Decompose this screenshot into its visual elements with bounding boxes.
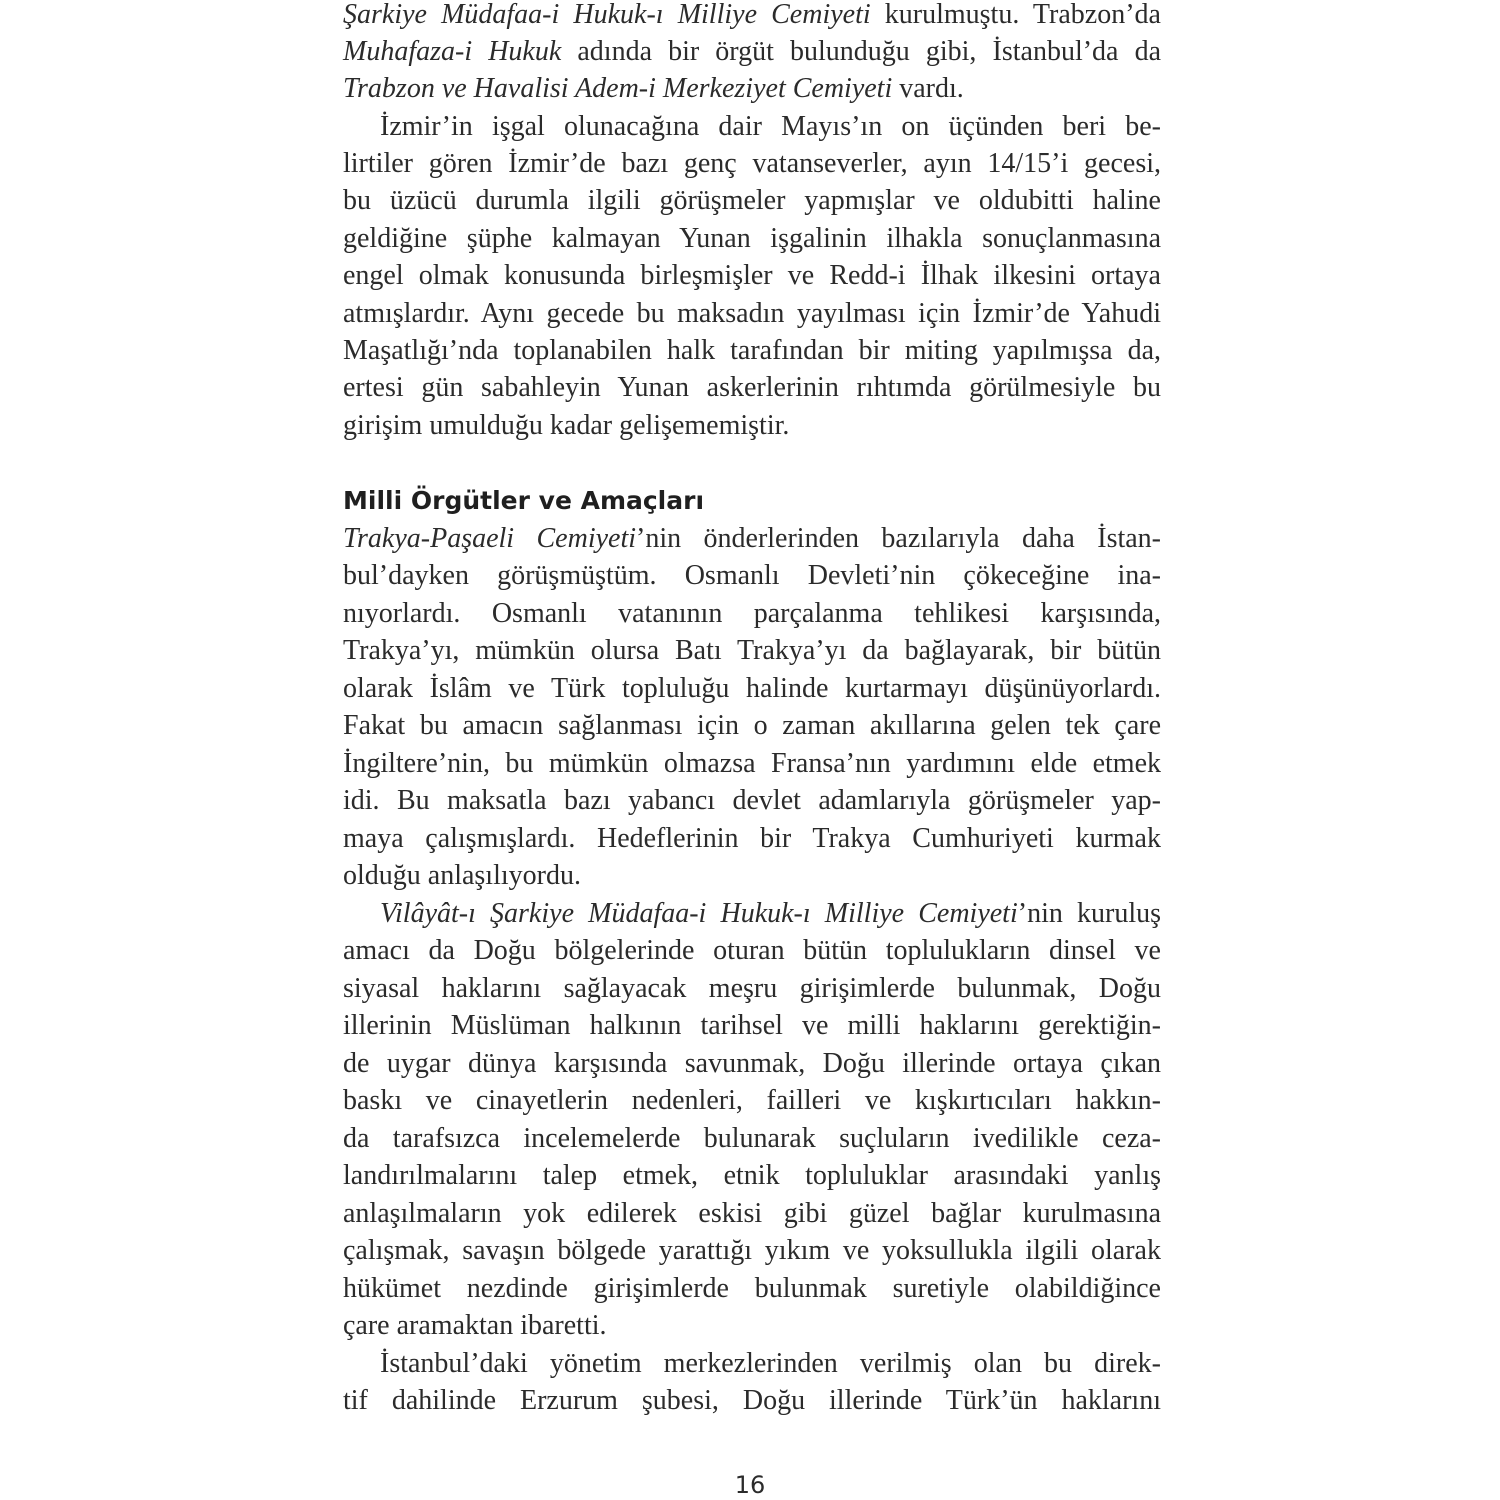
italic-text: Şarkiye Müdafaa-i Hukuk-ı Milliye Cemiyeti: [343, 0, 871, 30]
text-line: siyasal haklarını sağlayacak meşru girişimlerde bulunmak, Doğu: [343, 973, 1161, 1004]
text-line: idi. Bu maksatla bazı yabancı devlet adamlarıyla görüşmeler yap-: [343, 785, 1161, 816]
text-line: [380, 896, 1161, 932]
text-line: hükümet nezdinde girişimlerde bulunmak suretiyle olabildiğince: [343, 1273, 1161, 1304]
text: adında bir örgüt bulunduğu gibi, İstanbul’da da: [561, 36, 1161, 67]
text-line: da tarafsızca incelemelerde bulunarak suçluların ivedilikle ceza-: [343, 1123, 1161, 1154]
text: vardı.: [892, 73, 964, 104]
text-line: lirtiler gören İzmir’de bazı genç vatanseverler, ayın 14/15’i gecesi,: [343, 148, 1161, 179]
italic-text: Muhafaza-i Hukuk: [343, 36, 562, 67]
italic-text: Vilâyât-ı Şarkiye Müdafaa-i Hukuk-ı Milliye Cemiyeti: [380, 898, 1018, 929]
text: kurulmuştu. Trabzon’da: [870, 0, 1161, 30]
text-line: Maşatlığı’nda toplanabilen halk tarafından bir miting yapılmışsa da,: [343, 335, 1161, 366]
text-line: [343, 0, 1161, 33]
text-line: çalışmak, savaşın bölgede yarattığı yıkım ve yoksullukla ilgili olarak: [343, 1235, 1161, 1266]
text-line: landırılmalarını talep etmek, etnik topluluklar arasındaki yanlış: [343, 1160, 1161, 1191]
text-line: engel olmak konusunda birleşmişler ve Redd-i İlhak ilkesini ortaya: [343, 260, 1161, 291]
text-line: ertesi gün sabahleyin Yunan askerlerinin rıhtımda görülmesiyle bu: [343, 372, 1161, 403]
text-line: atmışlardır. Aynı gecede bu maksadın yayılması için İzmir’de Yahudi: [343, 298, 1161, 329]
text-line: olarak İslâm ve Türk topluluğu halinde kurtarmayı düşünüyorlardı.: [343, 673, 1161, 704]
text-line: [343, 34, 1161, 70]
text-line: anlaşılmaların yok edilerek eskisi gibi güzel bağlar kurulmasına: [343, 1198, 1161, 1229]
italic-text: Trakya-Paşaeli Cemiyeti: [343, 523, 637, 554]
text-line: de uygar dünya karşısında savunmak, Doğu illerinde ortaya çıkan: [343, 1048, 1161, 1079]
section-heading: Milli Örgütler ve Amaçları: [343, 486, 705, 515]
text-line: girişim umulduğu kadar gelişememiştir.: [343, 410, 790, 441]
text-line: çare aramaktan ibaretti.: [343, 1310, 607, 1341]
italic-text: Trabzon ve Havalisi Adem-i Merkeziyet Cemiyeti: [343, 73, 893, 104]
text-line: tif dahilinde Erzurum şubesi, Doğu illerinde Türk’ün haklarını: [343, 1385, 1161, 1416]
page-number: 16: [734, 1471, 766, 1499]
text-line: bu üzücü durumla ilgili görüşmeler yapmışlar ve oldubitti haline: [343, 185, 1161, 216]
text-line: İngiltere’nin, bu mümkün olmazsa Fransa’nın yardımını elde etmek: [343, 748, 1161, 779]
text-line: bul’dayken görüşmüştüm. Osmanlı Devleti’nin çökeceğine ina-: [343, 560, 1161, 591]
text-line: illerinin Müslüman halkının tarihsel ve milli haklarını gerektiğin-: [343, 1010, 1161, 1041]
text-line: İstanbul’daki yönetim merkezlerinden verilmiş olan bu direk-: [380, 1348, 1161, 1379]
text: ’nin kuruluş: [1017, 898, 1161, 929]
text-line: maya çalışmışlardı. Hedeflerinin bir Trakya Cumhuriyeti kurmak: [343, 823, 1161, 854]
text: ’nin önderlerinden bazılarıyla daha İstan-: [636, 523, 1161, 554]
text-line: Fakat bu amacın sağlanması için o zaman akıllarına gelen tek çare: [343, 710, 1161, 741]
text-line: olduğu anlaşılıyordu.: [343, 860, 581, 891]
text-line: [343, 71, 964, 107]
text-line: Trakya’yı, mümkün olursa Batı Trakya’yı da bağlayarak, bir bütün: [343, 635, 1161, 666]
text-line: nıyorlardı. Osmanlı vatanının parçalanma tehlikesi karşısında,: [343, 598, 1161, 629]
text-line: İzmir’in işgal olunacağına dair Mayıs’ın on üçünden beri be-: [380, 111, 1161, 142]
text-line: [343, 521, 1161, 557]
text-line: geldiğine şüphe kalmayan Yunan işgalinin ilhakla sonuçlanmasına: [343, 223, 1161, 254]
text-line: amacı da Doğu bölgelerinde oturan bütün toplulukların dinsel ve: [343, 935, 1161, 966]
text-line: baskı ve cinayetlerin nedenleri, failleri ve kışkırtıcıları hakkın-: [343, 1085, 1161, 1116]
